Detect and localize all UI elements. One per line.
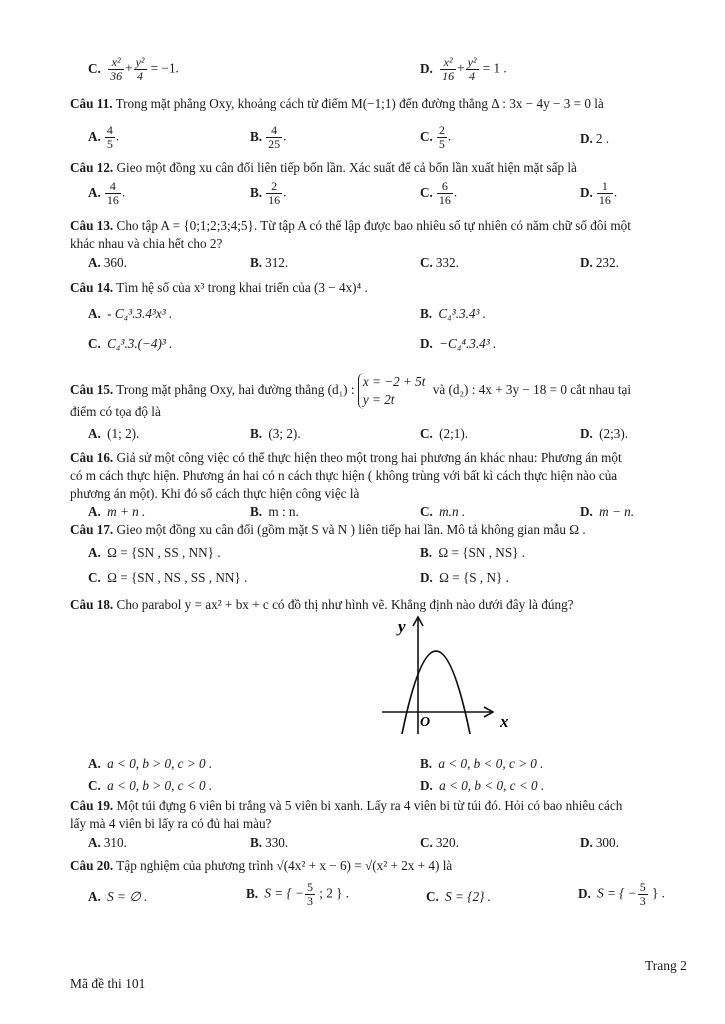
q13-option-a: A. 360. xyxy=(88,255,127,270)
q15-option-a: A. (1; 2). xyxy=(88,426,140,441)
q12-option-b: B. $\frac{2}{16}$ . xyxy=(250,179,287,207)
parabola-curve xyxy=(402,651,470,734)
parabola-graph xyxy=(380,612,520,738)
q19-option-b: B. 330. xyxy=(250,835,289,850)
q19-stem-line1: Câu 19. Một túi đựng 6 viên bi trắng và 5 viên bi xanh. Lấy ra 4 viên bi từ túi đó. Hỏi có bao nhiêu cách xyxy=(70,798,623,813)
q15-stem-line2: điểm có tọa độ là xyxy=(70,404,161,419)
q16-option-c: C. m.n . xyxy=(420,504,466,519)
q11-option-a: A. $\frac{4}{5}$ . xyxy=(88,123,120,151)
exam-code: Mã đề thi 101 xyxy=(70,976,146,991)
q11-option-d: D. 2 . xyxy=(580,131,610,146)
q14-option-c: C. C₄³.3.(−4)³ . xyxy=(88,336,173,351)
q17-option-b: B. Ω = {SN , NS} . xyxy=(420,545,526,560)
q20-option-a: A. S = ∅ . xyxy=(88,889,148,904)
q17-stem: Câu 17. Gieo một đồng xu cân đối (gồm mặt S và N ) liên tiếp hai lần. Mô tả không gian mẫu Ω . xyxy=(70,522,586,537)
q13-stem-line2: khác nhau và chia hết cho 2? xyxy=(70,236,223,251)
q14-stem: Câu 14. Tìm hệ số của x³ trong khai triển của (3 − 4x)⁴ . xyxy=(70,280,368,295)
q11-option-c: C. $\frac{2}{5}$ . xyxy=(420,123,452,151)
q15-stem: Câu 15. Trong mặt phẳng Oxy, hai đường thẳng (d₁) : x = −2 + 5t y = 2t và (d₂) : 4x + 3y − 18 = 0 cắt nhau tại xyxy=(70,374,632,407)
q13-option-d: D. 232. xyxy=(580,255,619,270)
q12-option-c: C. $\frac{6}{16}$ . xyxy=(420,179,458,207)
q15-option-d: D. (2;3). xyxy=(580,426,629,441)
q11-stem: Câu 11. Trong mặt phẳng Oxy, khoảng cách từ điểm M(−1;1) đến đường thẳng Δ : 3x − 4y − 3 = 0 là xyxy=(70,96,604,111)
q18-option-c: C. a < 0, b > 0, c < 0 . xyxy=(88,778,213,793)
q16-stem-line3: phương án một). Khi đó số cách thực hiện công việc là xyxy=(70,486,360,501)
q17-option-a: A. Ω = {SN , SS , NN} . xyxy=(88,545,221,560)
q14-option-b: B. C₄³.3.4³ . xyxy=(420,306,487,321)
q15-option-c: C. (2;1). xyxy=(420,426,469,441)
y-label: y xyxy=(398,617,406,636)
q19-option-c: C. 320. xyxy=(420,835,459,850)
q12-option-d: D. $\frac{1}{16}$ . xyxy=(580,179,618,207)
q18-option-d: D. a < 0, b < 0, c < 0 . xyxy=(420,778,545,793)
q20-option-b: B. S = { − $\frac{5}{3}$ ; 2 } . xyxy=(246,880,350,908)
q18-stem: Câu 18. Cho parabol y = ax² + bx + c có đồ thị như hình vẽ. Khẳng định nào dưới đây là đúng? xyxy=(70,597,574,612)
page-number: Trang 2 xyxy=(645,958,687,973)
q16-option-b: B. m : n. xyxy=(250,504,299,519)
q15-system: x = −2 + 5t y = 2t xyxy=(358,373,430,409)
q20-option-d: D. S = { − $\frac{5}{3}$ } . xyxy=(578,880,665,908)
q15-option-b: B. (3; 2). xyxy=(250,426,301,441)
q13-option-b: B. 312. xyxy=(250,255,289,270)
q13-stem-line1: Câu 13. Cho tập A = {0;1;2;3;4;5}. Từ tập A có thể lập được bao nhiêu số tự nhiên có năm chữ số đôi một xyxy=(70,218,631,233)
q16-option-d: D. m − n. xyxy=(580,504,635,519)
q14-option-a: A. - C₄³.3.4³x³ . xyxy=(88,306,173,321)
x-label: x xyxy=(500,712,509,731)
q12-option-a: A. $\frac{4}{16}$ . xyxy=(88,179,126,207)
q17-option-d: D. Ω = {S , N} . xyxy=(420,570,509,585)
q16-stem-line1: Câu 16. Giả sử một công việc có thể thực hiện theo một trong hai phương án khác nhau: Phương án một xyxy=(70,450,622,465)
q12-stem: Câu 12. Gieo một đồng xu cân đối liên tiếp bốn lần. Xác suất để cả bốn lần xuất hiện mặt sấp là xyxy=(70,160,577,175)
q10-option-d: D. $\frac{\text{x²}}{16}$ + $\frac{\text{y²}}{4}$ = 1 . xyxy=(420,55,507,83)
q18-option-b: B. a < 0, b < 0, c > 0 . xyxy=(420,756,544,771)
q14-option-d: D. −C₄⁴.3.4³ . xyxy=(420,336,497,351)
origin-label: O xyxy=(420,715,431,730)
q11-option-b: B. $\frac{4}{25}$ . xyxy=(250,123,287,151)
q18-option-a: A. a < 0, b > 0, c > 0 . xyxy=(88,756,213,771)
q17-option-c: C. Ω = {SN , NS , SS , NN} . xyxy=(88,570,248,585)
q19-stem-line2: lấy mà 4 viên bi lấy ra có đủ hai màu? xyxy=(70,816,272,831)
q13-option-c: C. 332. xyxy=(420,255,459,270)
q19-option-d: D. 300. xyxy=(580,835,619,850)
q10-option-c: C. $\frac{\text{x²}}{36}$ + $\frac{\text{y²}}{4}$ = −1. xyxy=(88,55,179,83)
q19-option-a: A. 310. xyxy=(88,835,127,850)
q16-option-a: A. m + n . xyxy=(88,504,146,519)
q16-stem-line2: có m cách thực hiện. Phương án hai có n cách thực hiện ( không trùng với bất kì cách thực hiện nào của xyxy=(70,468,618,483)
q20-option-c: C. S = {2} . xyxy=(426,889,491,904)
q20-stem: Câu 20. Tập nghiệm của phương trình √(4x² + x − 6) = √(x² + 2x + 4) là xyxy=(70,858,453,873)
